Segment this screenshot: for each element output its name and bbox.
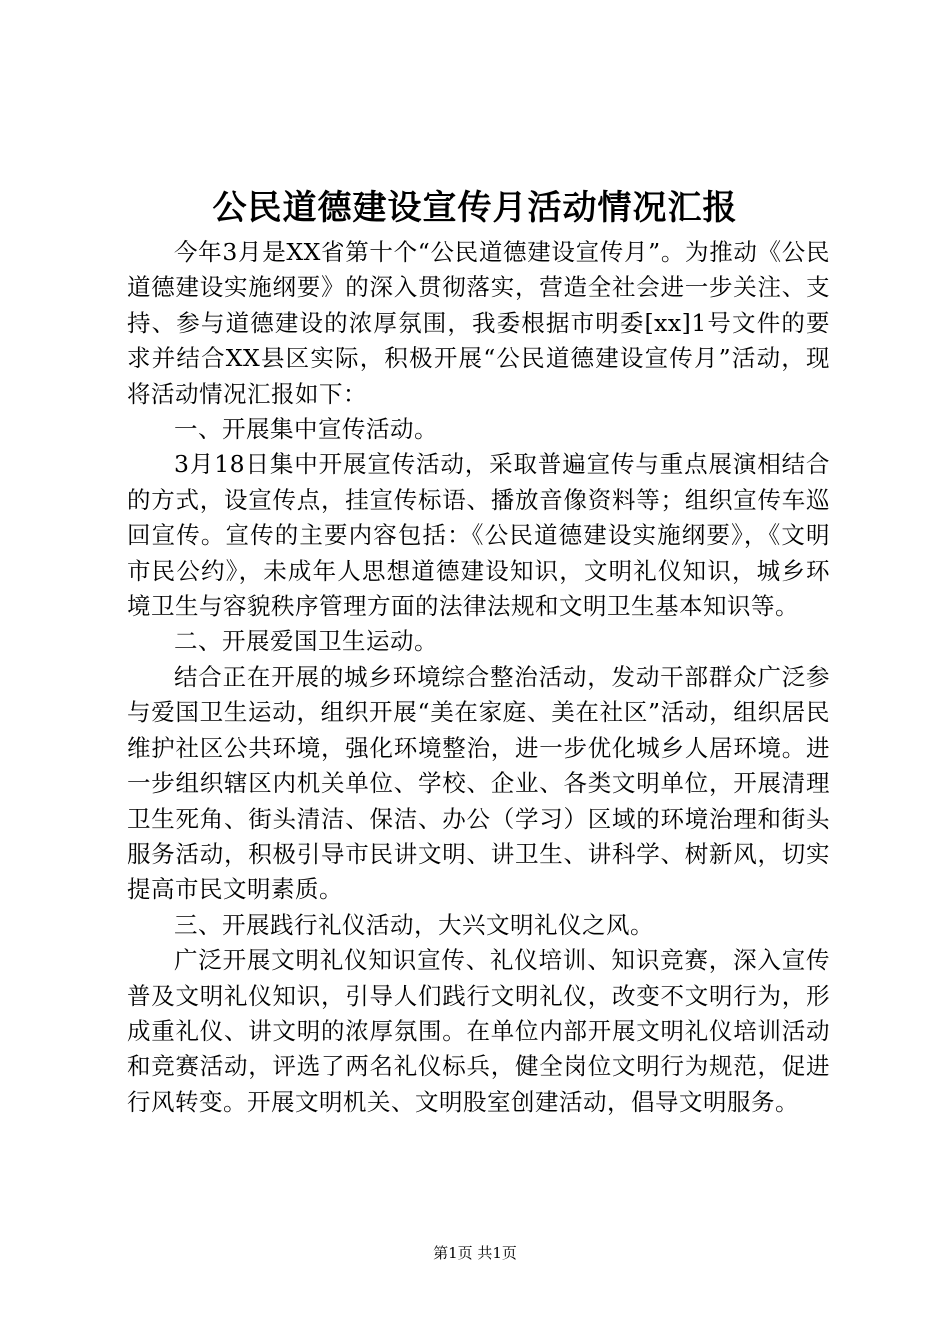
paragraph-section-3: 广泛开展文明礼仪知识宣传、礼仪培训、知识竞赛，深入宣传普及文明礼仪知识，引导人们践行文明礼仪，改变不文明行为，形成重礼仪、讲文明的浓厚氛围。在单位内部开展文明礼仪培训活动和竞赛活动，评选了两名礼仪标兵，健全岗位文明行为规范，促进行风转变。开展文明机关、文明股室创建活动，倡导文明服务。 [127,946,830,1116]
document-title: 公民道德建设宣传月活动情况汇报 [212,188,738,228]
paragraph-section-2: 结合正在开展的城乡环境综合整治活动，发动干部群众广泛参与爱国卫生运动，组织开展“美在家庭、美在社区”活动，组织居民维护社区公共环境，强化环境整治，进一步优化城乡人居环境。进一步组织辖区内机关单位、学校、企业、各类文明单位，开展清理卫生死角、街头清洁、保洁、办公（学习）区域的环境治理和街头服务活动，积极引导市民讲文明、讲卫生、讲科学、树新风，切实提高市民文明素质。 [127,662,830,904]
section-heading-2: 二、开展爱国卫生运动。 [174,627,438,656]
page-footer: 第1页 共1页 [433,1244,517,1262]
section-heading-3: 三、开展践行礼仪活动，大兴文明礼仪之风。 [174,910,654,939]
paragraph-intro: 今年3月是XX省第十个“公民道德建设宣传月”。为推动《公民道德建设实施纲要》的深入贯彻落实，营造全社会进一步关注、支持、参与道德建设的浓厚氛围，我委根据市明委[xx]1号文件的要求并结合XX县区实际，积极开展“公民道德建设宣传月”活动，现将活动情况汇报如下： [127,238,830,408]
section-heading-1: 一、开展集中宣传活动。 [174,415,438,444]
paragraph-section-1: 3月18日集中开展宣传活动，采取普遍宣传与重点展演相结合的方式，设宣传点，挂宣传标语、播放音像资料等；组织宣传车巡回宣传。宣传的主要内容包括：《公民道德建设实施纲要》，《文明市民公约》，未成年人思想道德建设知识，文明礼仪知识，城乡环境卫生与容貌秩序管理方面的法律法规和文明卫生基本知识等。 [127,450,830,621]
document-body [127,235,830,1120]
